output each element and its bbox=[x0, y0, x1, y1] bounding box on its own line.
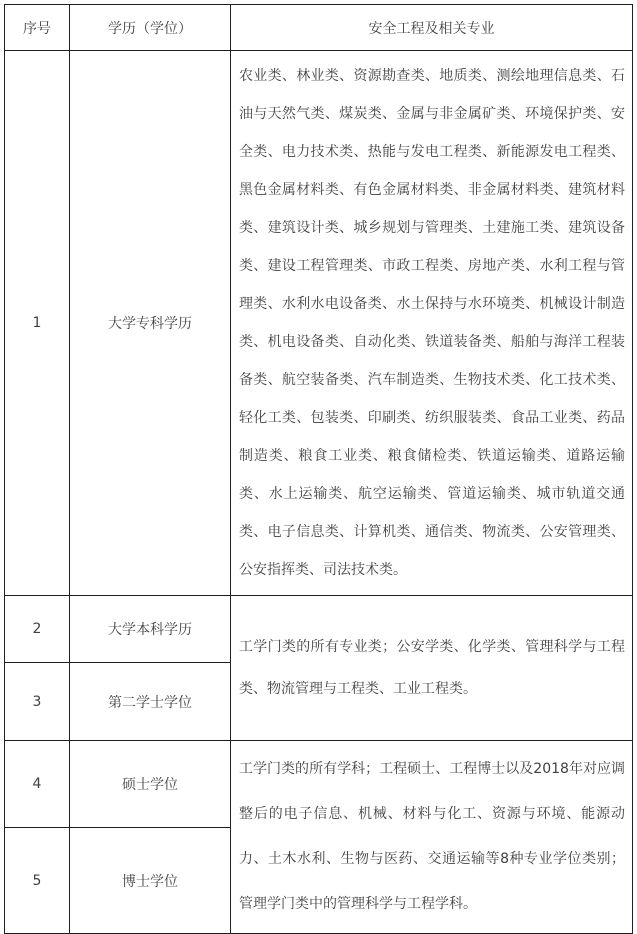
table-row bbox=[5, 596, 633, 663]
row4-no: 4 bbox=[5, 741, 70, 828]
row3-degree: 第二学士学位 bbox=[70, 663, 231, 741]
rows2-3-majors: 工学门类的所有专业类；公安学类、化学类、管理科学与工程类、物流管理与工程类、工业工程类。 bbox=[231, 596, 633, 741]
header-degree: 学历（学位） bbox=[70, 5, 231, 51]
row2-no: 2 bbox=[5, 596, 70, 663]
row5-degree: 博士学位 bbox=[70, 828, 231, 934]
header-no: 序号 bbox=[5, 5, 70, 51]
row1-majors: 农业类、林业类、资源勘查类、地质类、测绘地理信息类、石油与天然气类、煤炭类、金属与非金属矿类、环境保护类、安全类、电力技术类、热能与发电工程类、新能源发电工程类、黑色金属材料类、有色金属材料类、非金属材料类、建筑材料类、建筑设计类、城乡规划与管理类、土建施工类、建筑设备类、建设工程管理类、市政工程类、房地产类、水利工程与管理类、水利水电设备类、水土保持与水环境类、机械设计制造类、机电设备类、自动化类、铁道装备类、船舶与海洋工程装备类、航空装备类、汽车制造类、生物技术类、化工技术类、轻化工类、包装类、印刷类、纺织服装类、食品工业类、药品制造类、粮食工业类、粮食储检类、铁道运输类、道路运输类、水上运输类、航空运输类、管道运输类、城市轨道交通类、电子信息类、计算机类、通信类、物流类、公安管理类、公安指挥类、司法技术类。 bbox=[231, 51, 633, 596]
table-row bbox=[5, 51, 633, 596]
row4-degree: 硕士学位 bbox=[70, 741, 231, 828]
row5-no: 5 bbox=[5, 828, 70, 934]
table-row bbox=[5, 741, 633, 828]
row3-no: 3 bbox=[5, 663, 70, 741]
header-majors: 安全工程及相关专业 bbox=[231, 5, 633, 51]
row2-degree: 大学本科学历 bbox=[70, 596, 231, 663]
row1-no: 1 bbox=[5, 51, 70, 596]
header-row bbox=[5, 5, 633, 51]
education-majors-table bbox=[4, 4, 633, 934]
rows4-5-majors: 工学门类的所有学科；工程硕士、工程博士以及2018年对应调整后的电子信息、机械、材料与化工、资源与环境、能源动力、土木水利、生物与医药、交通运输等8种专业学位类别；管理学门类中的管理科学与工程学科。 bbox=[231, 741, 633, 934]
row1-degree: 大学专科学历 bbox=[70, 51, 231, 596]
